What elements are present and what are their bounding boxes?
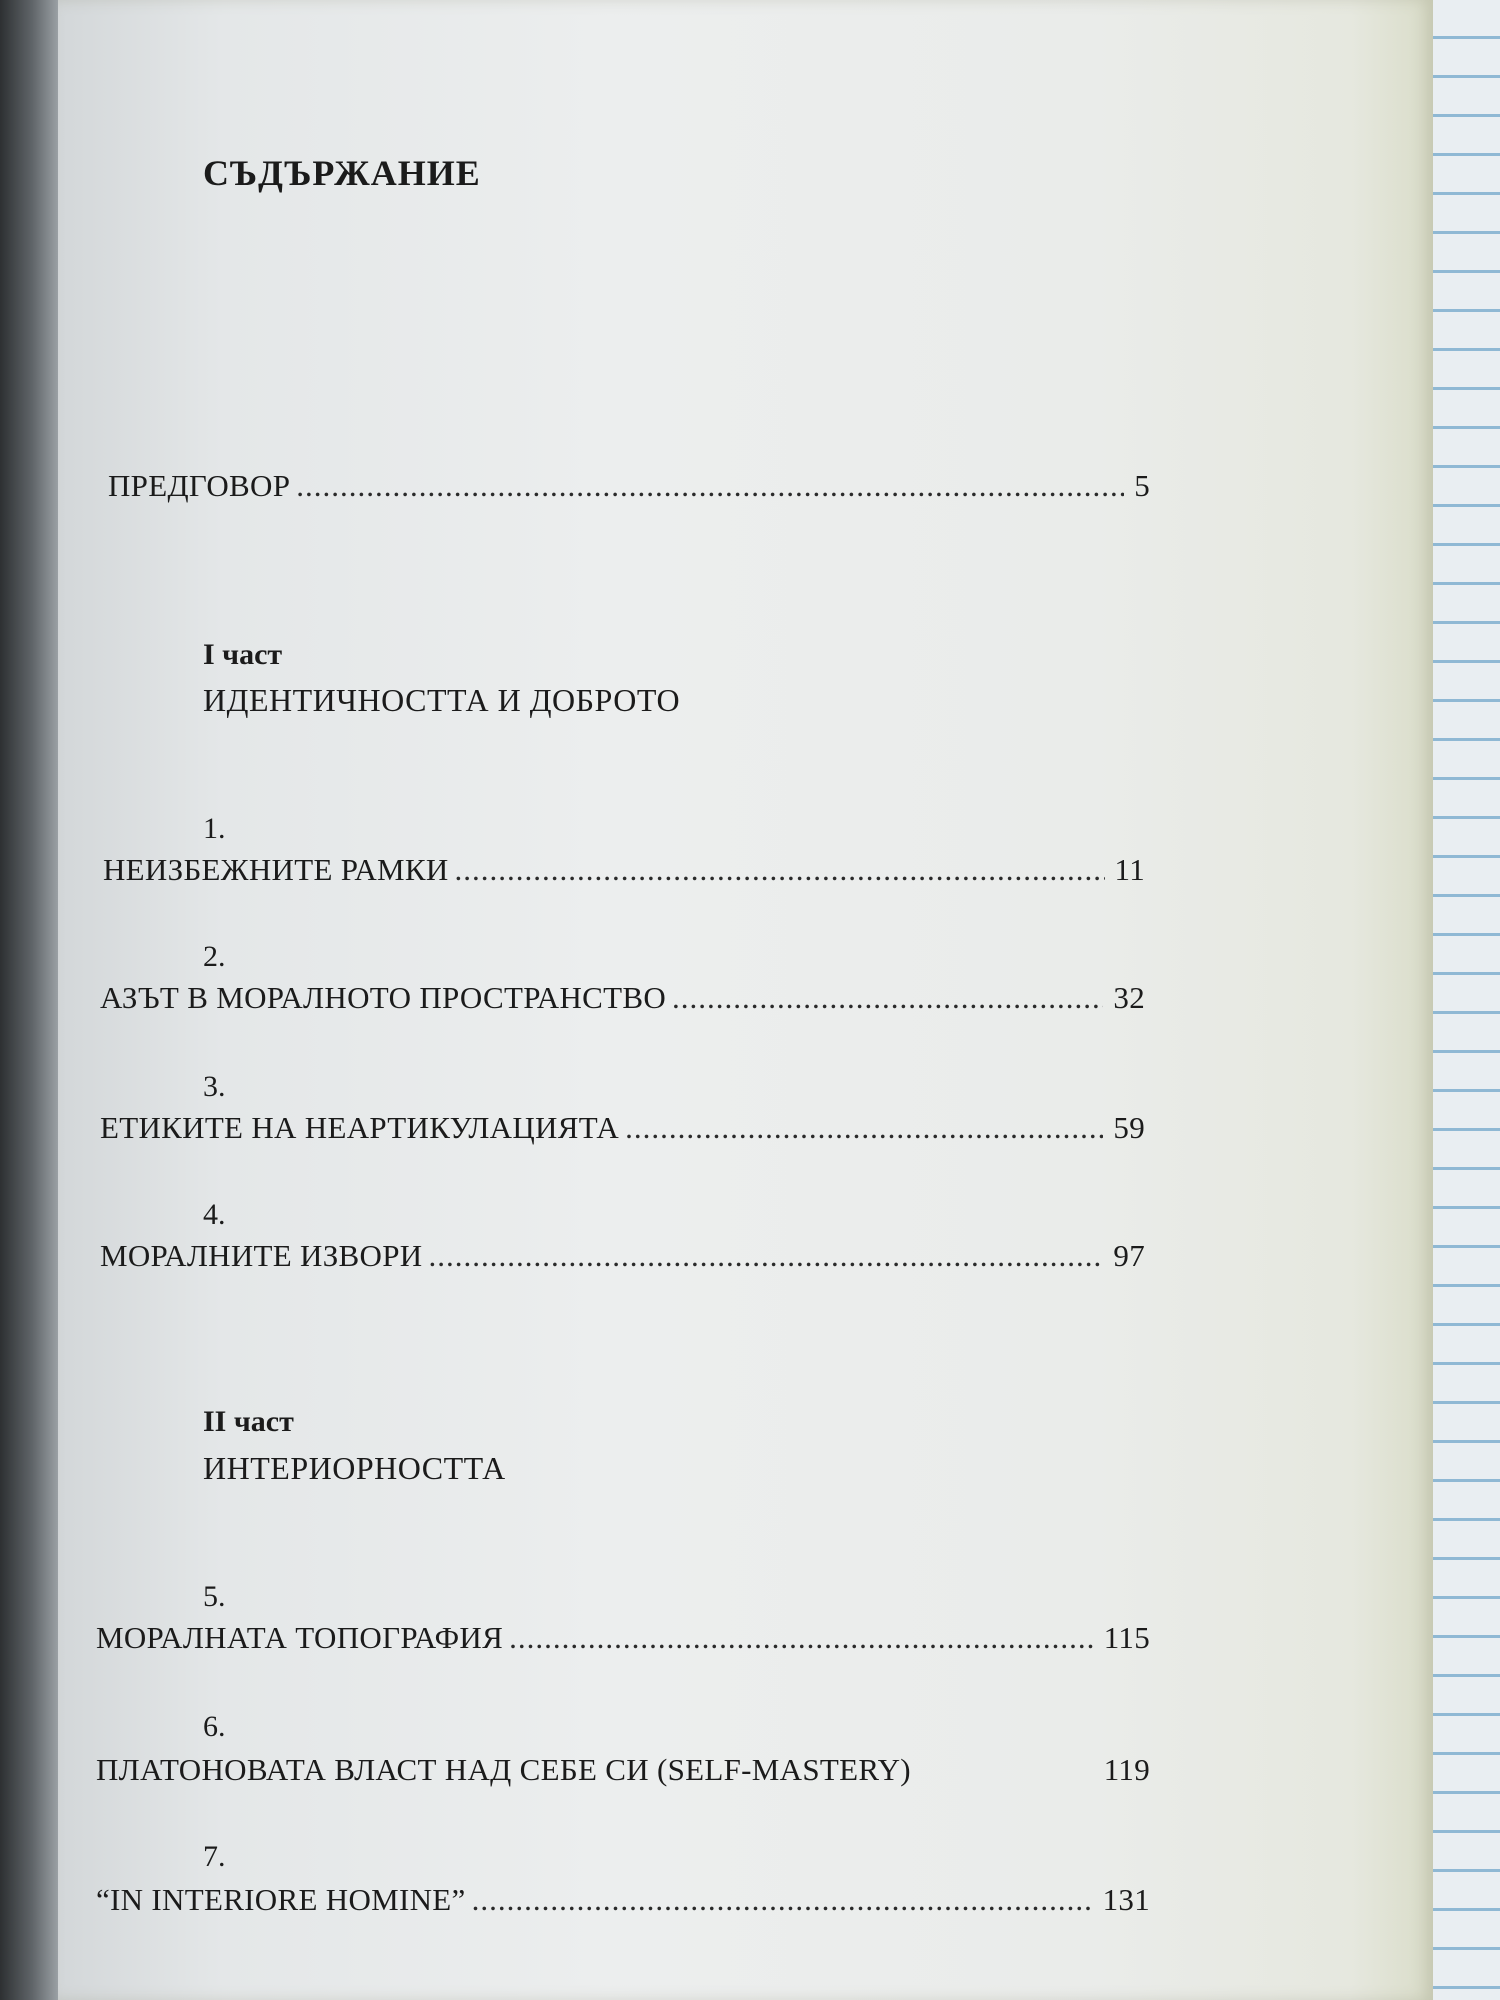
entry-title: ЕТИКИТЕ НА НЕАРТИКУЛАЦИЯТА	[100, 1110, 620, 1145]
entry-title: АЗЪТ В МОРАЛНОТО ПРОСТРАНСТВО	[100, 980, 667, 1015]
dot-leader	[455, 852, 1105, 888]
table-of-contents	[58, 0, 1433, 2000]
entry-page: 59	[1113, 1110, 1145, 1145]
toc-entry-preface	[108, 468, 1150, 504]
entry-title: МОРАЛНАТА ТОПОГРАФИЯ	[96, 1620, 504, 1655]
toc-entry-chapter-7	[96, 1882, 1150, 1918]
entry-page: 11	[1114, 852, 1145, 887]
entry-title: ПРЕДГОВОР	[108, 468, 291, 503]
entry-page: 115	[1103, 1620, 1150, 1655]
chapter-6-number: 6.	[203, 1710, 226, 1743]
entry-title: ПЛАТОНОВАТА ВЛАСТ НАД СЕБЕ СИ (SELF-MASTERY)	[96, 1752, 911, 1787]
chapter-3-number: 3.	[203, 1070, 226, 1103]
entry-page: 119	[1103, 1752, 1150, 1787]
part-1-label: I част	[203, 638, 283, 671]
dot-leader	[472, 1882, 1093, 1918]
chapter-5-number: 5.	[203, 1580, 226, 1613]
part-1-title: ИДЕНТИЧНОСТТА И ДОБРОТО	[203, 682, 681, 718]
dot-leader	[296, 468, 1124, 504]
entry-title: МОРАЛНИТЕ ИЗВОРИ	[100, 1238, 423, 1273]
desk-background	[1430, 0, 1500, 2000]
dot-leader	[625, 1110, 1103, 1146]
entry-page: 97	[1113, 1238, 1145, 1273]
book-page	[58, 0, 1433, 2000]
entry-page: 5	[1134, 468, 1150, 503]
toc-entry-chapter-2	[100, 980, 1145, 1016]
chapter-1-number: 1.	[203, 812, 226, 845]
entry-title: “IN INTERIORE HOMINE”	[96, 1882, 466, 1917]
toc-entry-chapter-4	[100, 1238, 1145, 1274]
dot-leader	[428, 1238, 1103, 1274]
toc-entry-chapter-1	[103, 852, 1145, 888]
chapter-7-number: 7.	[203, 1840, 226, 1873]
entry-page: 131	[1102, 1882, 1150, 1917]
chapter-4-number: 4.	[203, 1198, 226, 1231]
entry-title: НЕИЗБЕЖНИТЕ РАМКИ	[103, 852, 449, 887]
toc-entry-chapter-5	[96, 1620, 1150, 1656]
dot-leader	[509, 1620, 1094, 1656]
part-2-title: ИНТЕРИОРНОСТТА	[203, 1450, 506, 1486]
dot-leader	[672, 980, 1103, 1016]
chapter-2-number: 2.	[203, 940, 226, 973]
part-2-label: II част	[203, 1405, 294, 1438]
entry-page: 32	[1113, 980, 1145, 1015]
toc-title: СЪДЪРЖАНИЕ	[203, 153, 481, 193]
toc-entry-chapter-3	[100, 1110, 1145, 1146]
book-spine	[0, 0, 58, 2000]
toc-entry-chapter-6	[96, 1752, 1150, 1788]
